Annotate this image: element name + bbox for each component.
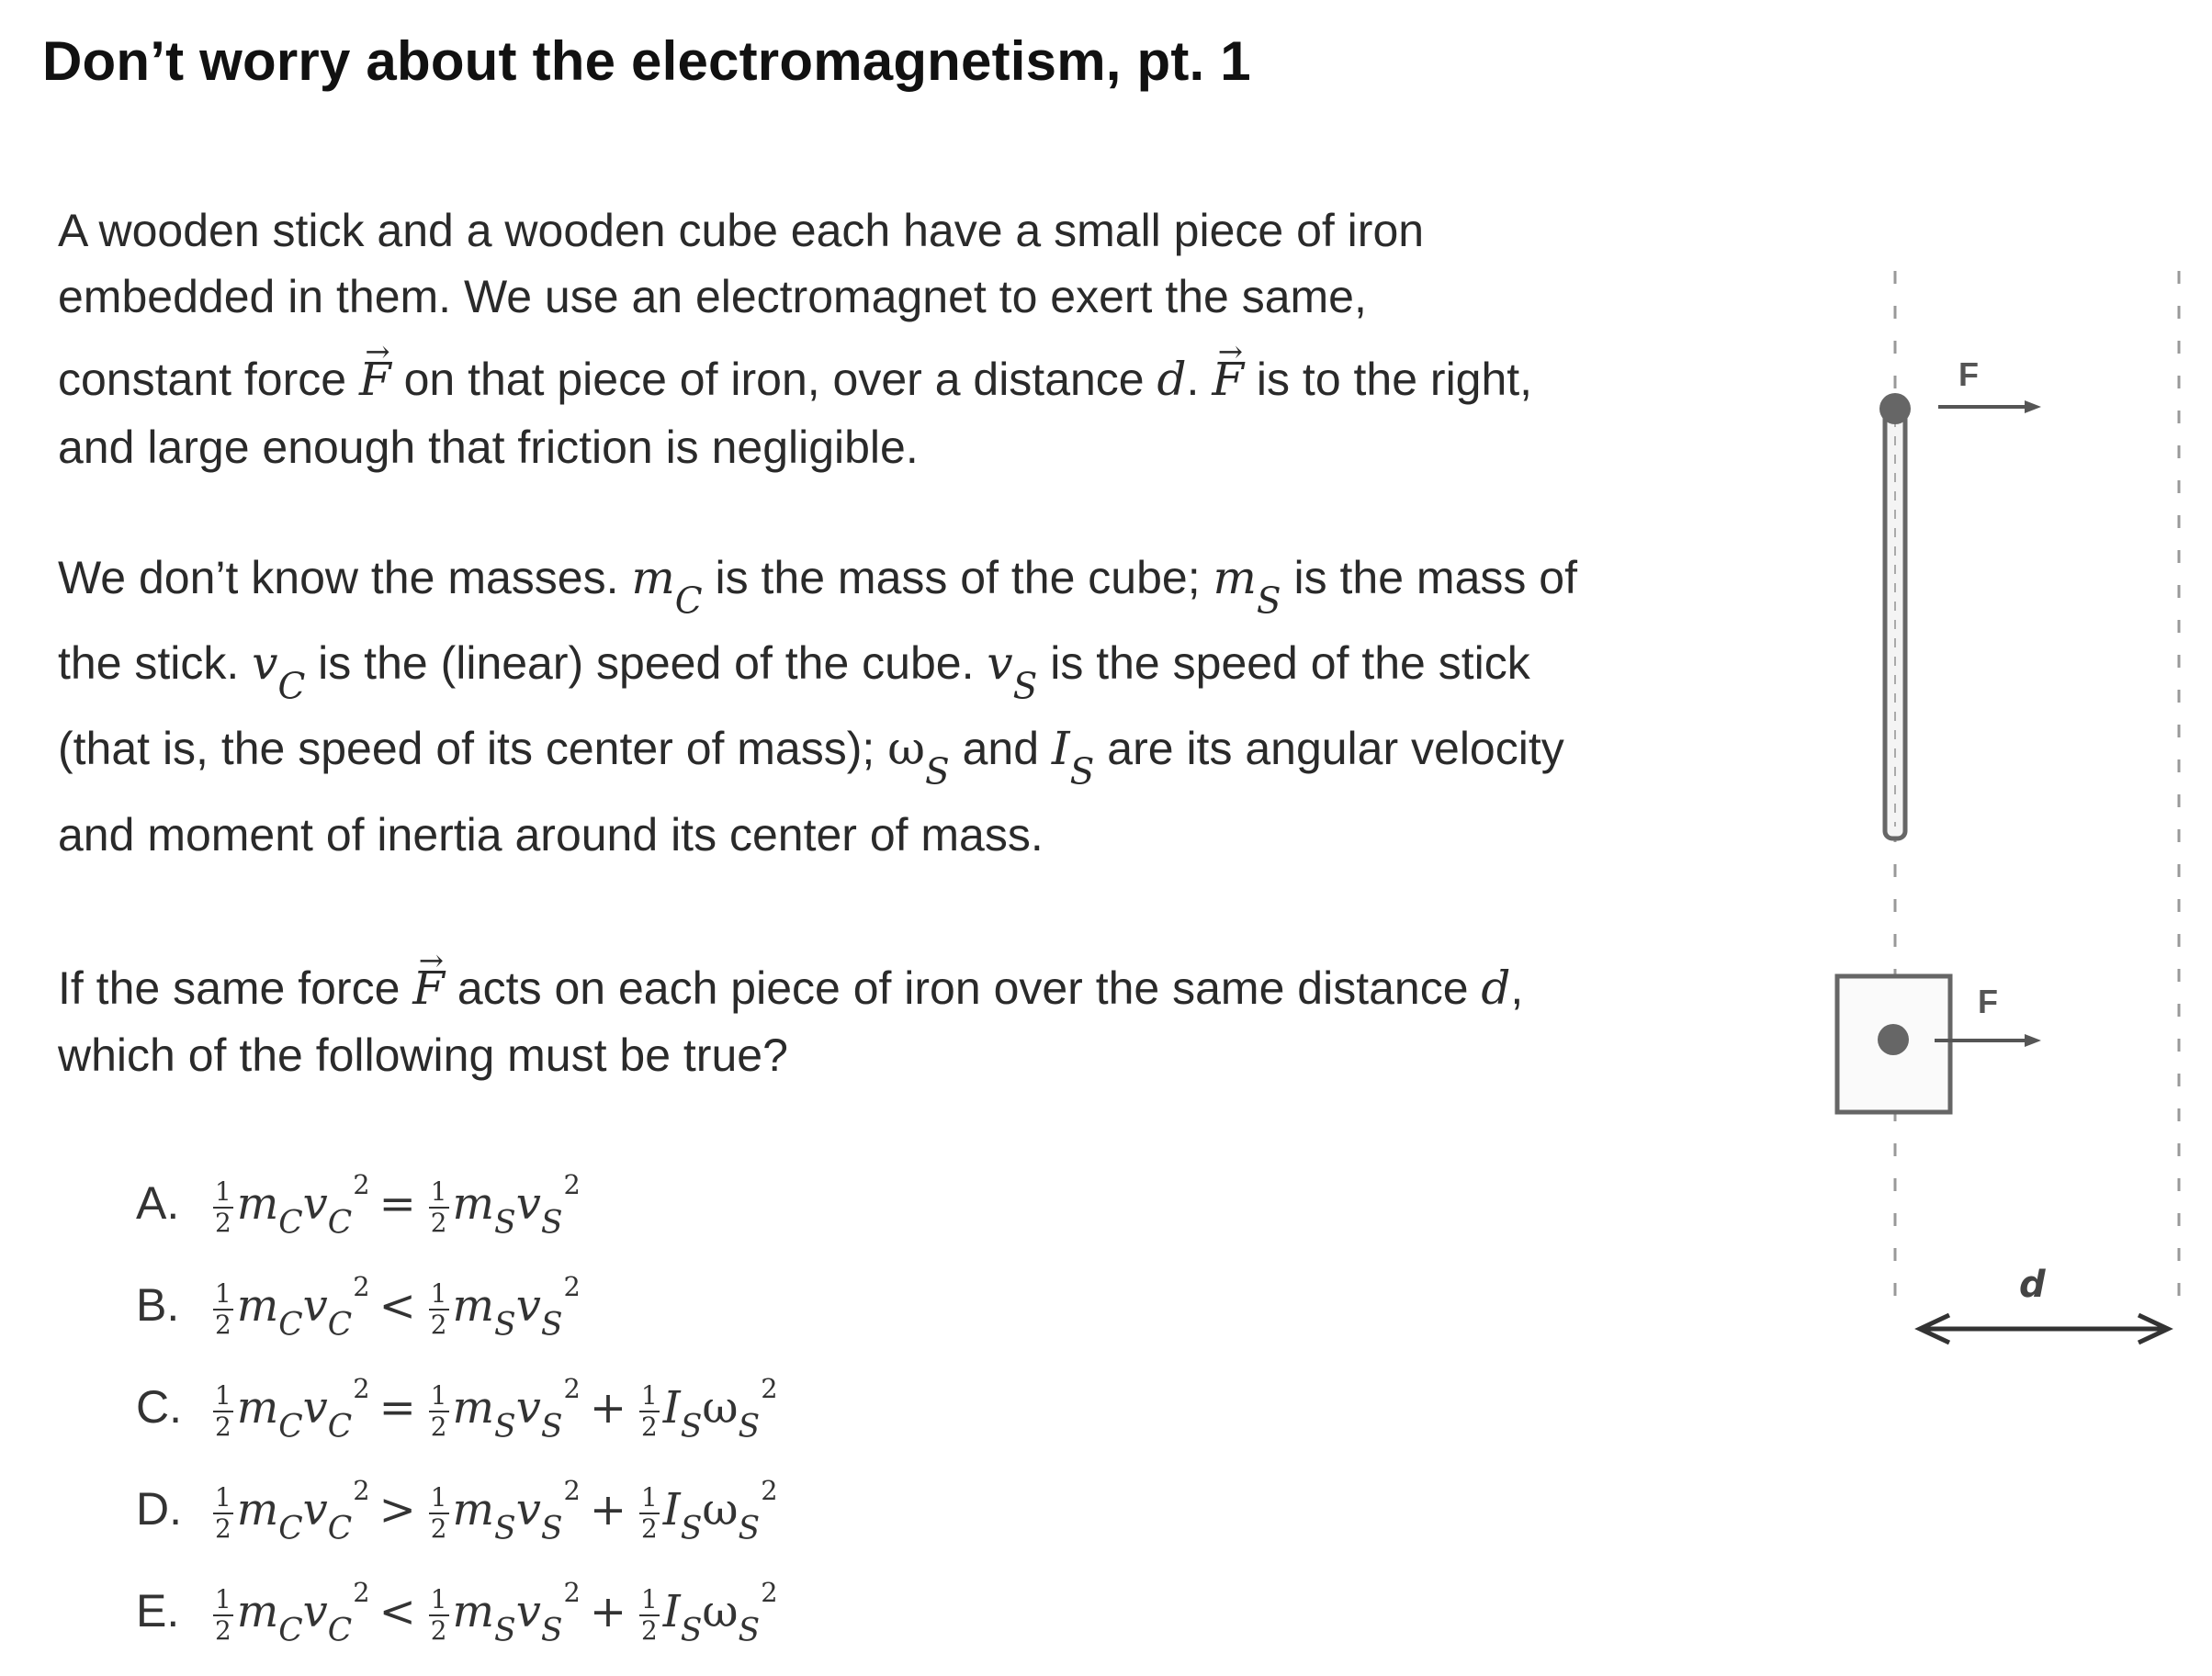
force-vector-symbol: → F — [359, 353, 391, 406]
choice-equation: $\frac{1}{2}$ $m_Cv_C^2$ > $\frac{1}{2}$ $m_Sv_S^2$ + $\frac{1}{2}$ $I_S\omega_S^2$ — [215, 1474, 778, 1547]
cube-iron-piece — [1878, 1024, 1909, 1055]
paragraph-3-line-2: which of the following must be true? — [58, 1029, 788, 1081]
choice-letter: A. — [136, 1177, 180, 1229]
choice-equation: $\frac{1}{2}$ $m_Cv_C^2$ = $\frac{1}{2}$ $m_Sv_S^2$ — [215, 1168, 581, 1242]
choice-equation: $\frac{1}{2}$ $m_Cv_C^2$ < $\frac{1}{2}$ $m_Sv_S^2$ — [215, 1270, 581, 1344]
stick-iron-piece — [1879, 393, 1911, 424]
paragraph-2-line-1: We don’t know the masses. $m_C$ is the mass of the cube; $m_S$ is the mass of — [58, 551, 1577, 623]
choice-letter: D. — [136, 1483, 182, 1535]
page-title: Don’t worry about the electromagnetism, pt. 1 — [42, 30, 1251, 92]
paragraph-2-line-3: (that is, the speed of its center of mass); $\omega_S$ and $I_S$ are its angular velocity — [58, 722, 1564, 793]
paragraph-1-line-4: and large enough that friction is negligible. — [58, 422, 919, 473]
paragraph-2-line-2: the stick. $v_C$ is the (linear) speed of the cube. $v_S$ is the speed of the stick — [58, 636, 1530, 708]
choice-equation: $\frac{1}{2}$ $m_Cv_C^2$ = $\frac{1}{2}$ $m_Sv_S^2$ + $\frac{1}{2}$ $I_S\omega_S^2$ — [215, 1372, 778, 1445]
choice-equation: $\frac{1}{2}$ $m_Cv_C^2$ < $\frac{1}{2}$ $m_Sv_S^2$ + $\frac{1}{2}$ $I_S\omega_S^2$ — [215, 1576, 778, 1649]
force-vector-symbol: → F — [1212, 353, 1244, 406]
distance-arrow — [1920, 1264, 2168, 1343]
paragraph-1-line-2: embedded in them. We use an electromagnet to exert the same, — [58, 271, 1367, 322]
paragraph-2-line-4: and moment of inertia around its center of mass. — [58, 809, 1044, 860]
stick — [1879, 355, 2041, 838]
stick-force-label: F — [1958, 355, 1979, 393]
paragraph-1-line-1: A wooden stick and a wooden cube each have a small piece of iron — [58, 205, 1425, 256]
cube-force-label: F — [1978, 983, 1998, 1020]
choice-letter: E. — [136, 1585, 180, 1637]
distance-symbol: d — [1157, 353, 1187, 406]
choice-letter: B. — [136, 1279, 180, 1331]
cube — [1837, 976, 2041, 1112]
distance-label: d — [2019, 1264, 2046, 1306]
paragraph-1-line-3: constant force → F on that piece of iron, over a distance d. → F is to the right, — [58, 353, 1532, 406]
choice-letter: C. — [136, 1381, 182, 1433]
paragraph-3-line-1: If the same force → F acts on each piece of iron over the same distance d, — [58, 962, 1523, 1015]
